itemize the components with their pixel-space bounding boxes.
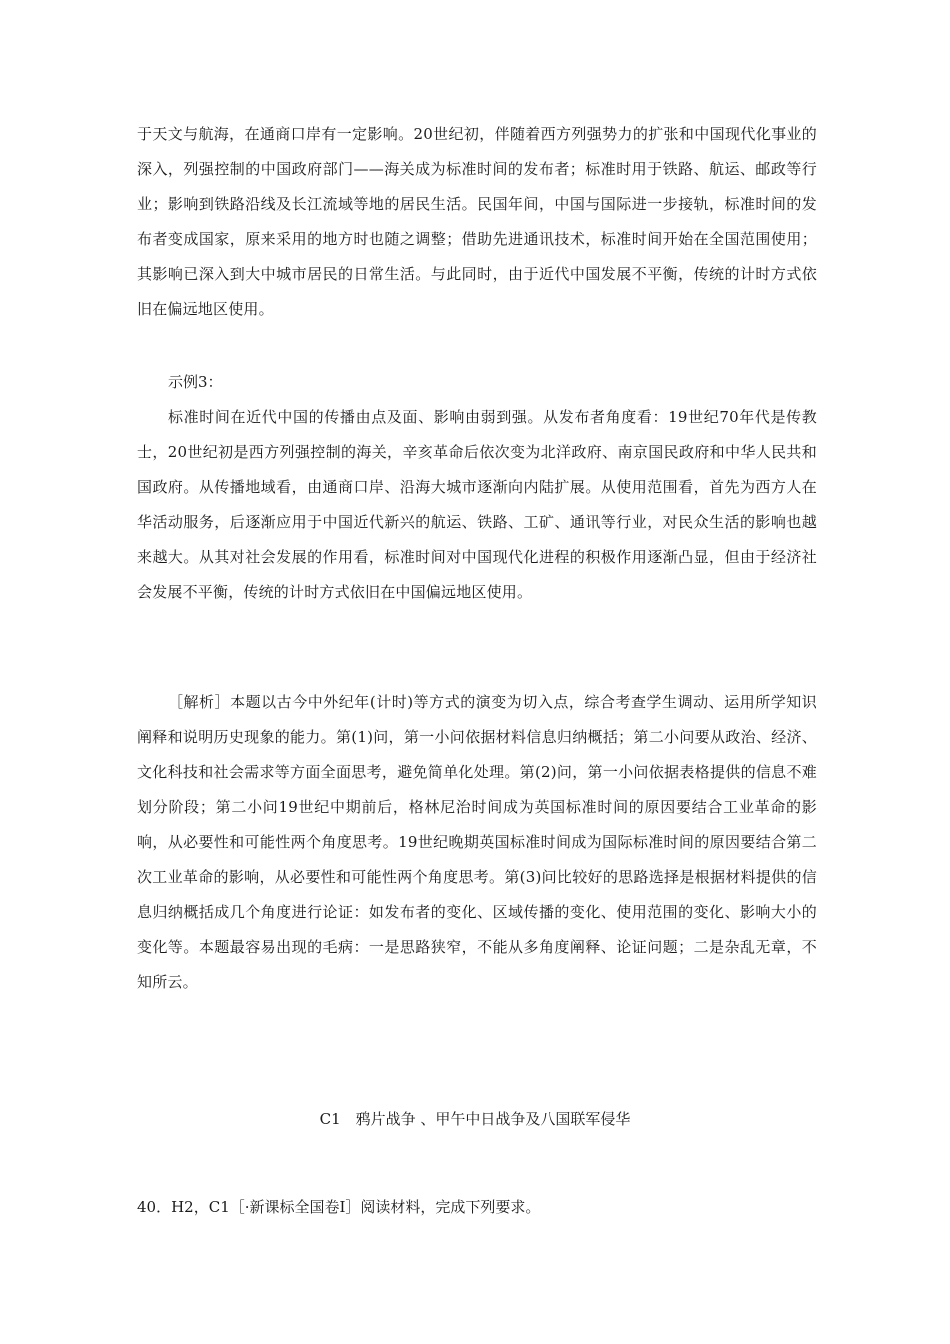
example-label: 示例3：: [168, 373, 223, 391]
question-line: 40．H2，C1［·新课标全国卷Ⅰ］阅读材料，完成下列要求。: [137, 1198, 541, 1216]
continued-paragraph: 于天文与航海，在通商口岸有一定影响。20世纪初，伴随着西方列强势力的扩张和中国现代化事业的深入，列强控制的中国政府部门——海关成为标准时间的发布者；标准时用于铁路、航运、邮政等行业；影响到铁路沿线及长江流域等地的居民生活。民国年间，中国与国际进一步接轨，标准时间的发布者变成国家，原来采用的地方时也随之调整；借助先进通讯技术，标准时间开始在全国范围使用；其影响已深入到大中城市居民的日常生活。与此同时，由于近代中国发展不平衡，传统的计时方式依旧在偏远地区使用。: [137, 125, 817, 318]
section-title: C1 鸦片战争 、甲午中日战争及八国联军侵华: [319, 1110, 631, 1128]
analysis-paragraph: ［解析］本题以古今中外纪年(计时)等方式的演变为切入点，综合考查学生调动、运用所学知识阐释和说明历史现象的能力。第(1)问，第一小问依据材料信息归纳概括；第二小问要从政治、经济、文化科技和社会需求等方面全面思考，避免简单化处理。第(2)问，第一小问依据表格提供的信息不难划分阶段；第二小问19世纪中期前后，格林尼治时间成为英国标准时间的原因要结合工业革命的影响，从必要性和可能性两个角度思考。19世纪晚期英国标准时间成为国际标准时间的原因要结合第二次工业革命的影响，从必要性和可能性两个角度思考。第(3)问比较好的思路选择是根据材料提供的信息归纳概括成几个角度进行论证：如发布者的变化、区域传播的变化、使用范围的变化、影响大小的变化等。本题最容易出现的毛病：一是思路狭窄，不能从多角度阐释、论证问题；二是杂乱无章，不知所云。: [137, 693, 817, 991]
example-3-paragraph: 标准时间在近代中国的传播由点及面、影响由弱到强。从发布者角度看：19世纪70年代是传教士，20世纪初是西方列强控制的海关，辛亥革命后依次变为北洋政府、南京国民政府和中华人民共和国政府。从传播地域看，由通商口岸、沿海大城市逐渐向内陆扩展。从使用范围看，首先为西方人在华活动服务，后逐渐应用于中国近代新兴的航运、铁路、工矿、通讯等行业，对民众生活的影响也越来越大。从其对社会发展的作用看，标准时间对中国现代化进程的积极作用逐渐凸显，但由于经济社会发展不平衡，传统的计时方式依旧在中国偏远地区使用。: [137, 408, 817, 601]
